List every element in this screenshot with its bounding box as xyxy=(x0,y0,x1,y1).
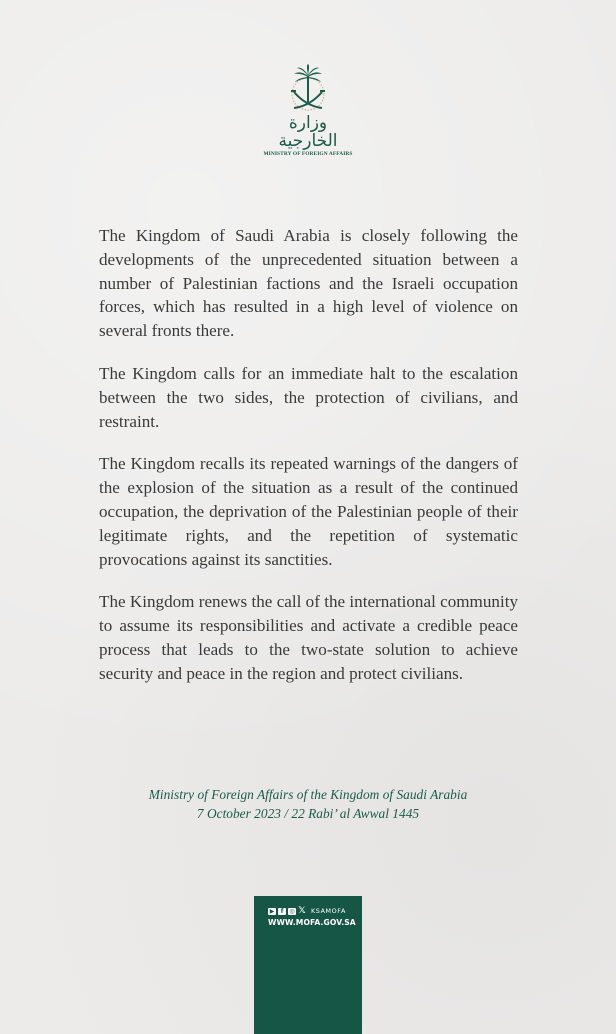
emblem-palm-swords-icon xyxy=(286,64,330,116)
website-link[interactable]: WWW.MOFA.GOV.SA xyxy=(268,918,356,927)
paragraph: The Kingdom calls for an immediate halt to the escalation between the two sides, the protection of civilians, and restraint. xyxy=(99,363,518,431)
paragraph: The Kingdom renews the call of the international community to assume its responsibilities and activate a credible peace process that leads to the two-state solution to achieve security and peace in the region and protect civilians. xyxy=(99,592,518,683)
logo-english-text: MINISTRY OF FOREIGN AFFAIRS xyxy=(263,151,353,157)
social-links xyxy=(268,907,346,915)
signature-block xyxy=(100,785,516,823)
footer-panel xyxy=(254,896,362,1034)
x-icon[interactable]: 𝕏 xyxy=(298,905,306,916)
logo-arabic-text: وزارة الخارجية xyxy=(278,113,338,151)
signature-date: 7 October 2023 / 22 Rabi’ al Awwal 1445 xyxy=(196,806,420,821)
statement-body xyxy=(99,224,518,705)
social-handle[interactable]: KSAMOFA xyxy=(311,907,346,915)
signature-ministry: Ministry of Foreign Affairs of the Kingdom of Saudi Arabia xyxy=(148,787,468,802)
facebook-icon[interactable]: f xyxy=(278,908,286,915)
paragraph: The Kingdom recalls its repeated warnings of the dangers of the explosion of the situation as a result of the continued occupation, the deprivation of the Palestinian people of their legitimate rights, and the repetition of systematic provocations against its sanctities. xyxy=(99,454,518,569)
ministry-logo xyxy=(262,64,354,157)
instagram-icon[interactable]: ◎ xyxy=(289,907,295,915)
youtube-icon[interactable]: ▶ xyxy=(269,907,275,915)
paragraph: The Kingdom of Saudi Arabia is closely following the developments of the unprecedented situation between a number of Palestinian factions and the Israeli occupation forces, which has resulted in a high level of violence on several fronts there. xyxy=(99,226,518,341)
